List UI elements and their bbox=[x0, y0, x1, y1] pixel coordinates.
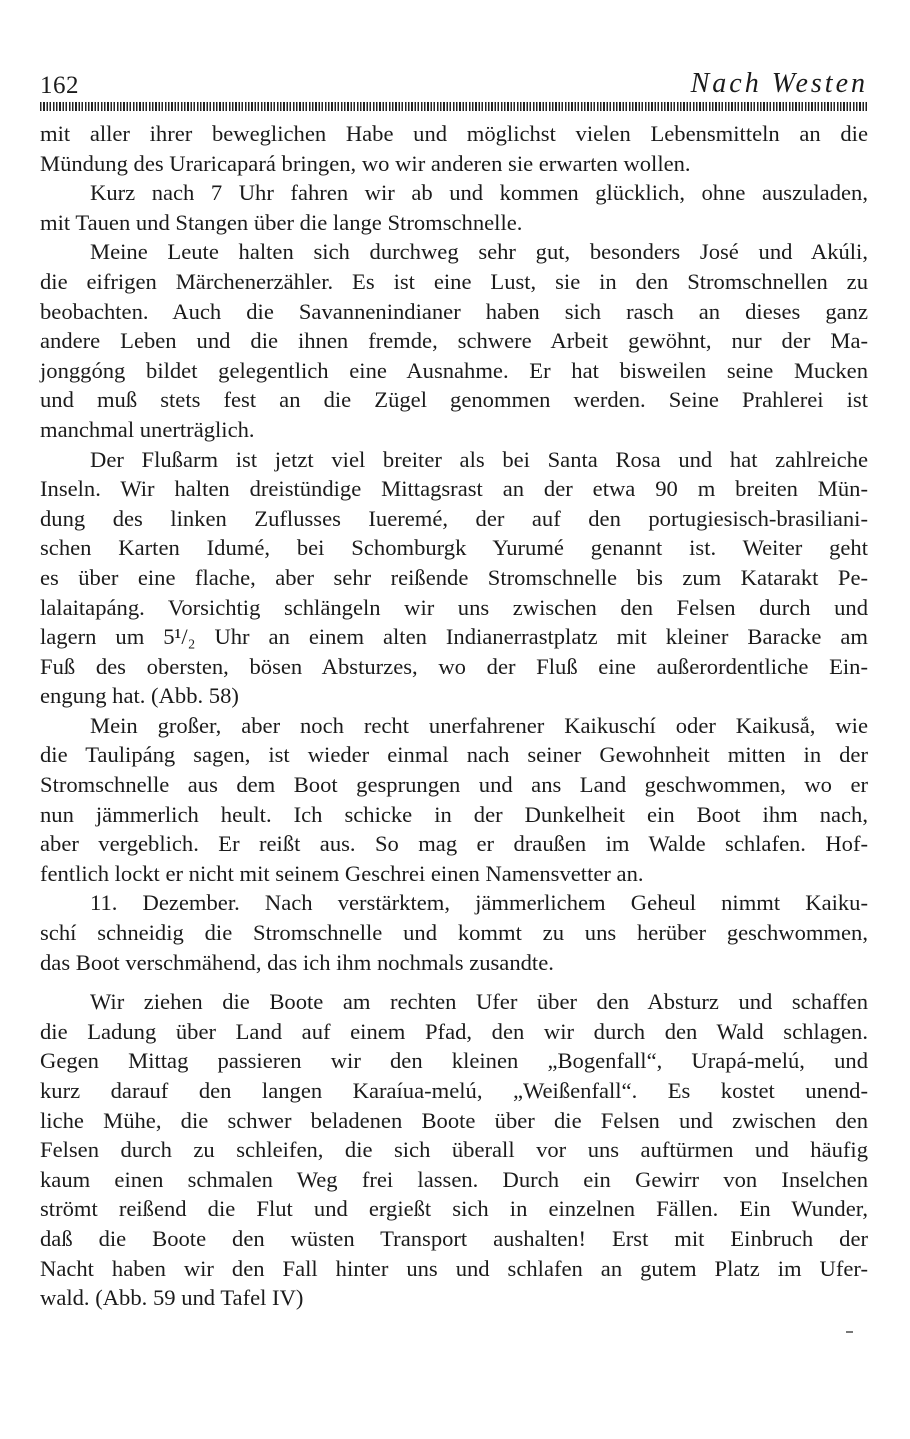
text-line: kaum einen schmalen Weg frei lassen. Durch ein Gewirr von Inselchen bbox=[40, 1166, 868, 1192]
text-line: andere Leben und die ihnen fremde, schwere Arbeit gewöhnt, nur der Ma- bbox=[40, 328, 868, 354]
text-line: Kurz nach 7 Uhr fahren wir ab und kommen glücklich, ohne auszuladen, bbox=[90, 180, 868, 206]
text-line: kurz darauf den langen Karaíua-melú, „Weißenfall“. Es kostet unend- bbox=[40, 1078, 868, 1103]
text-line: mit Tauen und Stangen über die lange Stromschnelle. bbox=[40, 209, 523, 235]
text-line: das Boot verschmähend, das ich ihm nochmals zusandte. bbox=[40, 949, 554, 975]
text-line: engung hat. (Abb. 58) bbox=[40, 683, 239, 709]
header-rule bbox=[40, 102, 868, 111]
text-line: Der Flußarm ist jetzt viel breiter als bei Santa Rosa und hat zahlreiche bbox=[90, 446, 868, 472]
text-line: es über eine flache, aber sehr reißende Stromschnelle bis zum Katarakt Pe- bbox=[40, 564, 868, 590]
text-line: die eifrigen Märchenerzähler. Es ist eine Lust, sie in den Stromschnellen zu bbox=[40, 268, 868, 294]
print-speck bbox=[846, 1331, 853, 1333]
page-number: 162 bbox=[40, 72, 79, 99]
text-line: lagern um 5¹/₂ Uhr an einem alten Indianerrastplatz mit kleiner Baracke am bbox=[40, 624, 868, 650]
running-head: Nach Westen bbox=[690, 68, 868, 99]
text-line: Meine Leute halten sich durchweg sehr gut, besonders José und Akúli, bbox=[90, 239, 868, 265]
text-line: die Ladung über Land auf einem Pfad, den wir durch den Wald schlagen. bbox=[40, 1018, 868, 1044]
text-line: 11. Dezember. Nach verstärktem, jämmerlichem Geheul nimmt Kaiku- bbox=[90, 890, 868, 916]
text-line: Inseln. Wir halten dreistündige Mittagsrast an der etwa 90 m breiten Mün- bbox=[40, 476, 868, 502]
text-line: manchmal unerträglich. bbox=[40, 416, 255, 442]
text-line: Mein großer, aber noch recht unerfahrener Kaikuschí oder Kaikusắ, wie bbox=[90, 712, 868, 738]
text-line: fentlich lockt er nicht mit seinem Geschrei einen Namensvetter an. bbox=[40, 860, 644, 886]
text-line: schen Karten Idumé, bei Schomburgk Yurumé genannt ist. Weiter geht bbox=[40, 535, 868, 561]
body-text bbox=[40, 119, 868, 1313]
paragraph-gap bbox=[40, 977, 868, 987]
text-line: jonggóng bildet gelegentlich eine Ausnahme. Er hat bisweilen seine Mucken bbox=[40, 357, 868, 383]
text-line: wald. (Abb. 59 und Tafel IV) bbox=[40, 1285, 304, 1311]
text-line: Mündung des Uraricapará bringen, wo wir anderen sie erwarten wollen. bbox=[40, 150, 691, 176]
text-line: Gegen Mittag passieren wir den kleinen „Bogenfall“, Urapá-melú, und bbox=[40, 1048, 868, 1074]
text-line: Nacht haben wir den Fall hinter uns und schlafen an gutem Platz im Ufer- bbox=[40, 1255, 868, 1281]
text-line: liche Mühe, die schwer beladenen Boote über die Felsen und zwischen den bbox=[40, 1107, 868, 1133]
text-line: beobachten. Auch die Savannenindianer haben sich rasch an dieses ganz bbox=[40, 298, 868, 324]
text-line: mit aller ihrer beweglichen Habe und möglichst vielen Lebensmitteln an die bbox=[40, 121, 868, 146]
text-line: lalaitapáng. Vorsichtig schlängeln wir uns zwischen den Felsen durch und bbox=[40, 594, 868, 620]
text-line: Felsen durch zu schleifen, die sich überall vor uns auftürmen und häufig bbox=[40, 1137, 868, 1163]
text-line: Fuß des obersten, bösen Absturzes, wo der Fluß eine außerordentliche Ein- bbox=[40, 653, 868, 679]
text-line: schí schneidig die Stromschnelle und kommt zu uns herüber geschwommen, bbox=[40, 920, 868, 946]
text-line: strömt reißend die Flut und ergießt sich in einzelnen Fällen. Ein Wunder, bbox=[40, 1196, 868, 1222]
page-header bbox=[40, 68, 868, 102]
text-line: aber vergeblich. Er reißt aus. So mag er draußen im Walde schlafen. Hof- bbox=[40, 831, 868, 857]
text-line: und muß stets fest an die Zügel genommen werden. Seine Prahlerei ist bbox=[40, 387, 868, 413]
text-line: dung des linken Zuflusses Iueremé, der auf den portugiesisch-brasiliani- bbox=[40, 505, 868, 531]
text-line: daß die Boote den wüsten Transport aushalten! Erst mit Einbruch der bbox=[40, 1225, 868, 1251]
text-line: die Taulipáng sagen, ist wieder einmal nach seiner Gewohnheit mitten in der bbox=[40, 742, 868, 768]
text-line: Wir ziehen die Boote am rechten Ufer über den Absturz und schaffen bbox=[90, 989, 868, 1015]
text-line: Stromschnelle aus dem Boot gesprungen und ans Land geschwommen, wo er bbox=[40, 772, 868, 798]
text-line: nun jämmerlich heult. Ich schicke in der Dunkelheit ein Boot ihm nach, bbox=[40, 801, 868, 827]
